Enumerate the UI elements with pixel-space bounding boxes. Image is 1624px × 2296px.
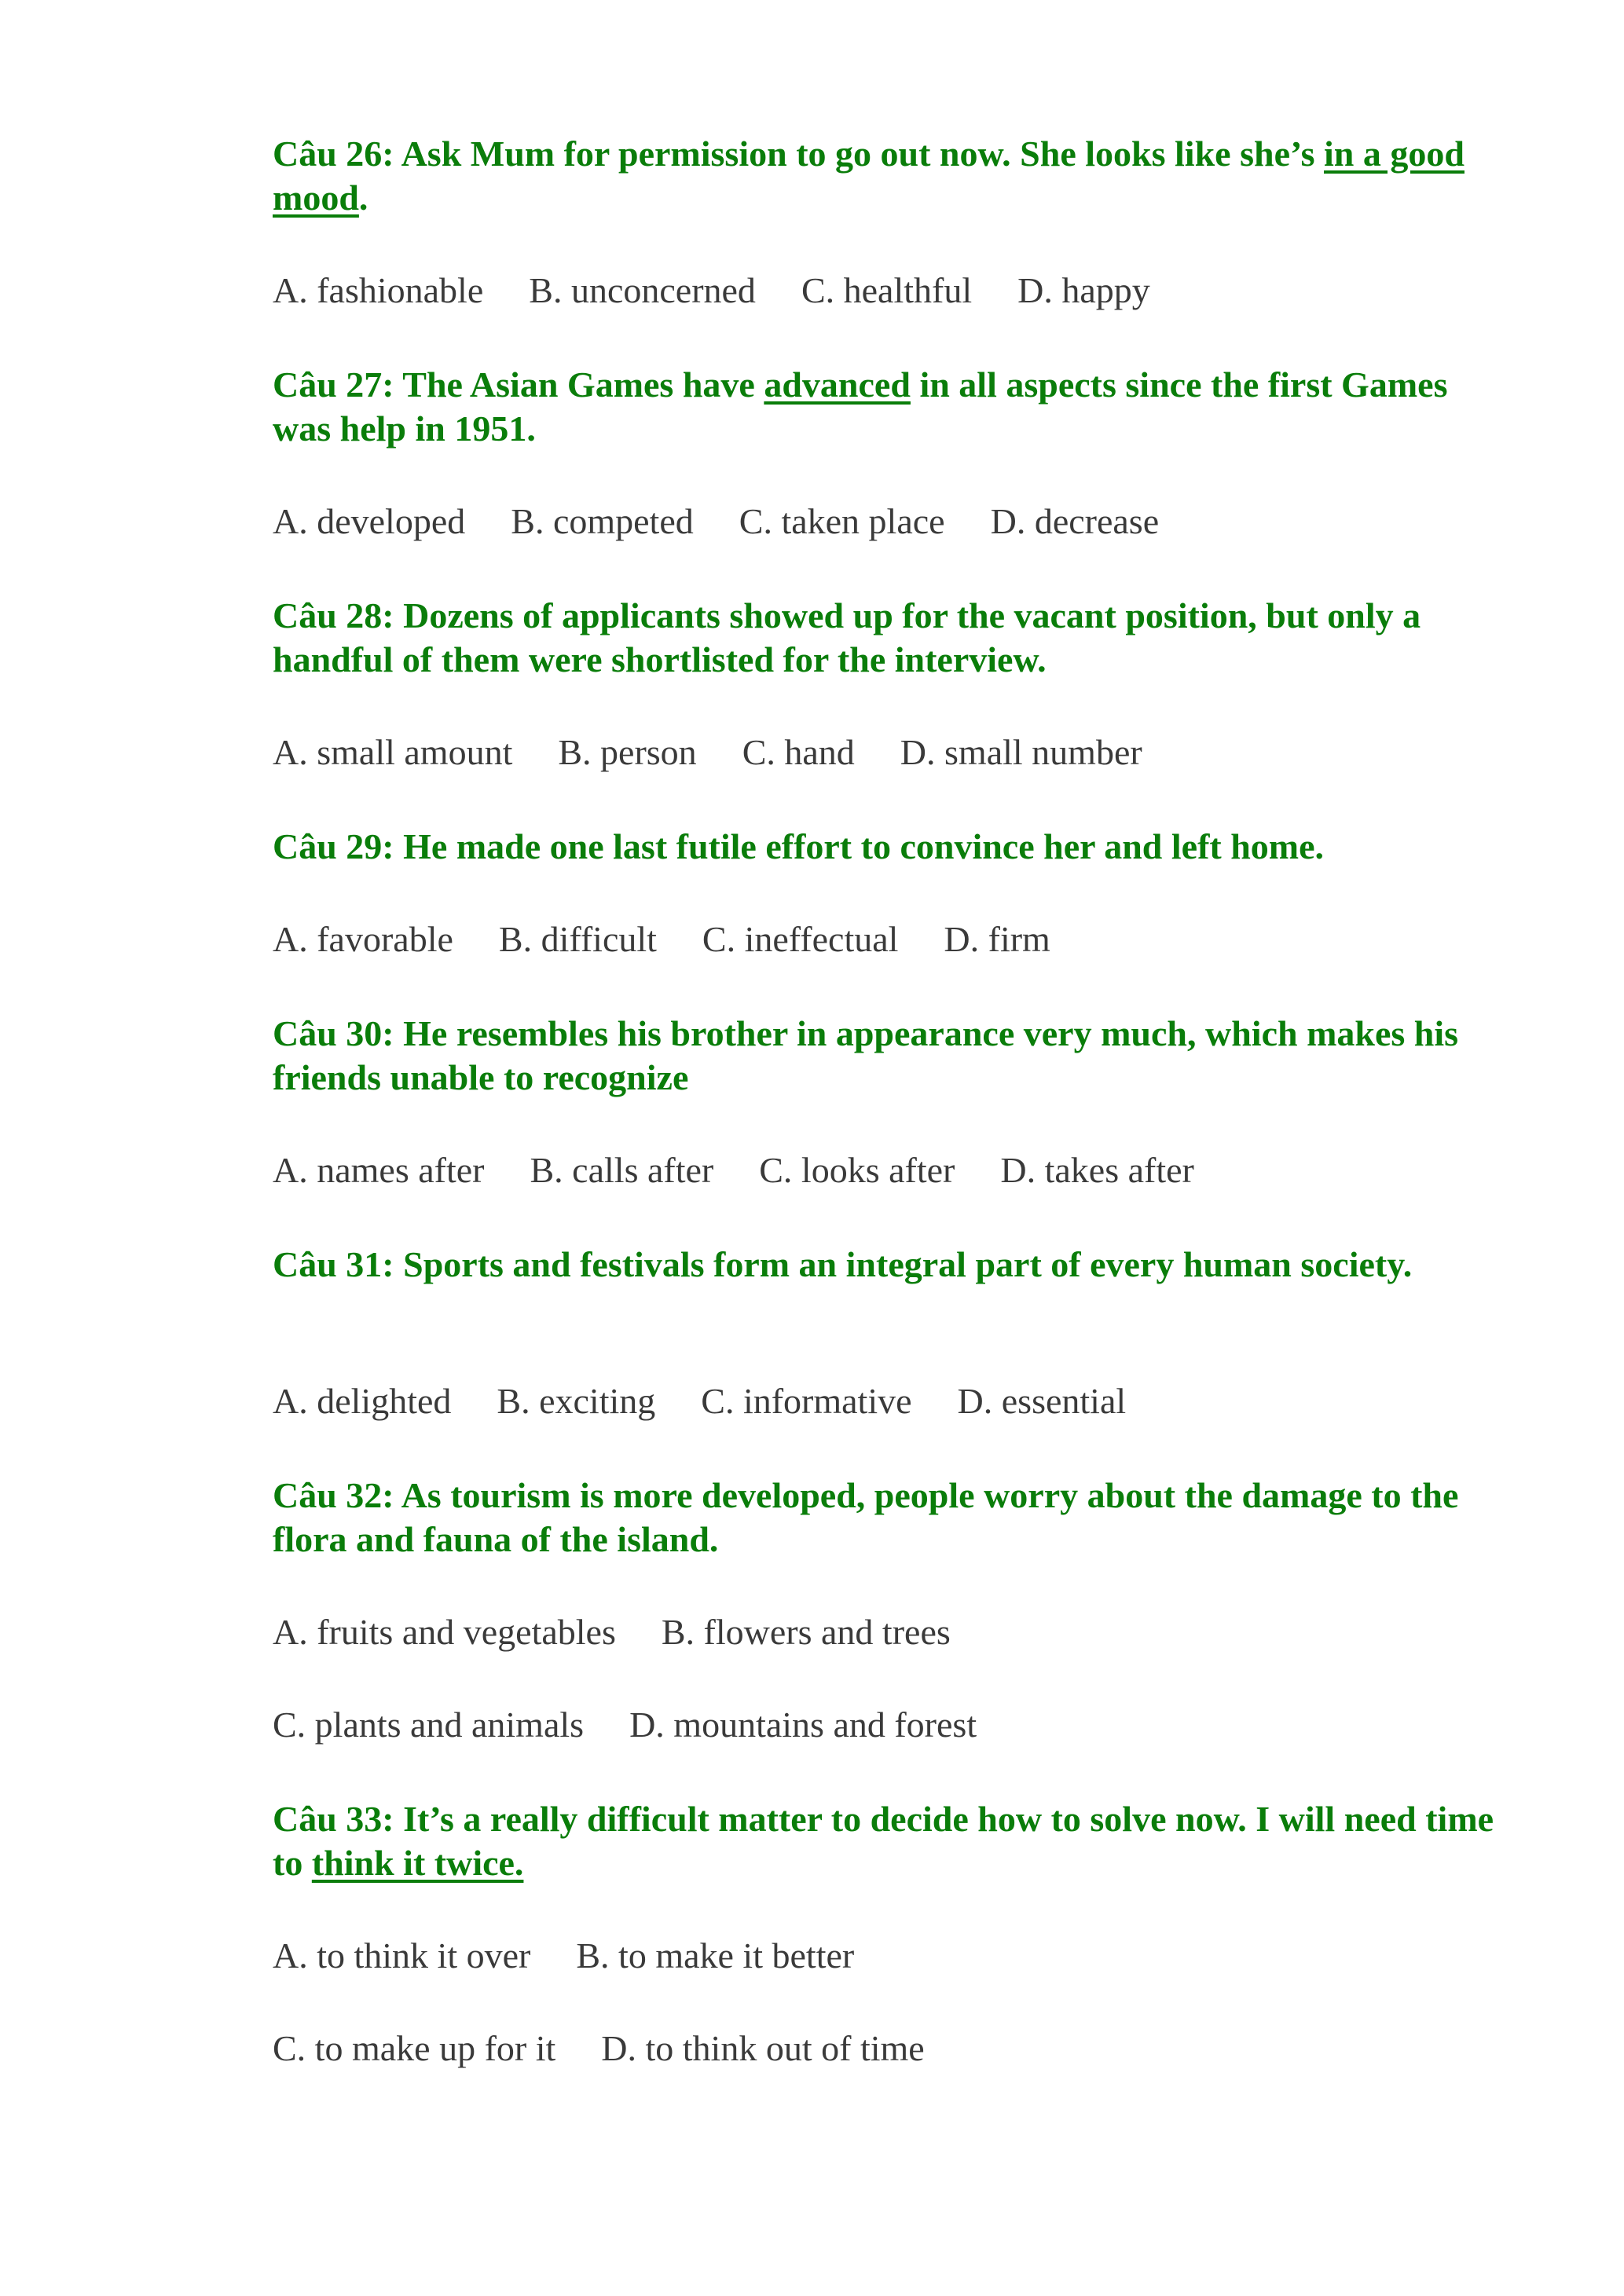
option-b: B. exciting (497, 1381, 656, 1421)
question-28-text: Câu 28: Dozens of applicants showed up for the vacant position, but only a handful of them were shortlisted for the interview. (273, 595, 1421, 679)
question-28 (273, 594, 1498, 682)
question-26 (273, 132, 1498, 220)
question-26-text: Câu 26: Ask Mum for permission to go out now. She looks like she’s (273, 134, 1324, 174)
option-c: C. taken place (739, 501, 945, 541)
question-31-text: Câu 31: Sports and festivals form an integral part of every human society. (273, 1244, 1413, 1284)
option-b: B. flowers and trees (661, 1612, 951, 1652)
option-a: A. to think it over (273, 1935, 531, 1976)
option-d: D. decrease (990, 501, 1160, 541)
question-29 (273, 825, 1498, 869)
question-31 (273, 1243, 1498, 1287)
option-c: C. looks after (759, 1150, 955, 1190)
option-c: C. ineffectual (702, 919, 899, 959)
question-33 (273, 1797, 1498, 1885)
question-26-text-end: . (358, 178, 368, 218)
question-26-underlined: in a good mood (273, 134, 1465, 218)
question-32-options-row-1 (273, 1610, 1498, 1654)
option-d: D. essential (957, 1381, 1127, 1421)
question-32 (273, 1474, 1498, 1562)
question-30-text: Câu 30: He resembles his brother in appearance very much, which makes his friends unable to recognize (273, 1013, 1459, 1097)
option-d: D. happy (1017, 270, 1150, 310)
question-27-options (273, 500, 1498, 544)
question-30-options (273, 1148, 1498, 1192)
option-d: D. takes after (1000, 1150, 1194, 1190)
question-27-text: Câu 27: The Asian Games have (273, 364, 764, 405)
option-d: D. mountains and forest (629, 1705, 977, 1745)
option-b: B. person (558, 732, 697, 772)
option-d: D. small number (900, 732, 1142, 772)
question-27 (273, 363, 1498, 451)
option-b: B. competed (511, 501, 694, 541)
option-b: B. unconcerned (529, 270, 756, 310)
question-33-options-row-1 (273, 1934, 1498, 1978)
question-30 (273, 1012, 1498, 1100)
question-33-text: Câu 33: It’s a really difficult matter to decide how to solve now. I will need time to (273, 1799, 1494, 1883)
question-32-text: Câu 32: As tourism is more developed, people worry about the damage to the flora and fauna of the island. (273, 1475, 1459, 1559)
question-27-text-end: in all aspects since the first Games was help in 1951. (273, 364, 1448, 449)
question-27-underlined: advanced (764, 364, 911, 405)
question-29-options (273, 917, 1498, 961)
question-31-options (273, 1379, 1498, 1423)
question-32-options-row-2 (273, 1703, 1498, 1747)
question-28-options (273, 731, 1498, 774)
option-c: C. to make up for it (273, 2028, 556, 2068)
option-b: B. difficult (498, 919, 657, 959)
question-29-text: Câu 29: He made one last futile effort to convince her and left home. (273, 826, 1325, 866)
option-a: A. fruits and vegetables (273, 1612, 616, 1652)
option-b: B. to make it better (576, 1935, 855, 1976)
option-c: C. informative (701, 1381, 912, 1421)
option-a: A. names after (273, 1150, 485, 1190)
option-a: A. fashionable (273, 270, 484, 310)
option-a: A. developed (273, 501, 466, 541)
option-d: D. to think out of time (601, 2028, 925, 2068)
option-b: B. calls after (530, 1150, 714, 1190)
question-33-underlined: think it twice. (311, 1843, 524, 1883)
option-a: A. small amount (273, 732, 513, 772)
question-33-options-row-2 (273, 2027, 1498, 2071)
option-c: C. healthful (801, 270, 973, 310)
option-c: C. plants and animals (273, 1705, 585, 1745)
option-d: D. firm (944, 919, 1050, 959)
option-a: A. delighted (273, 1381, 452, 1421)
option-c: C. hand (742, 732, 855, 772)
question-26-options (273, 269, 1498, 313)
option-a: A. favorable (273, 919, 453, 959)
